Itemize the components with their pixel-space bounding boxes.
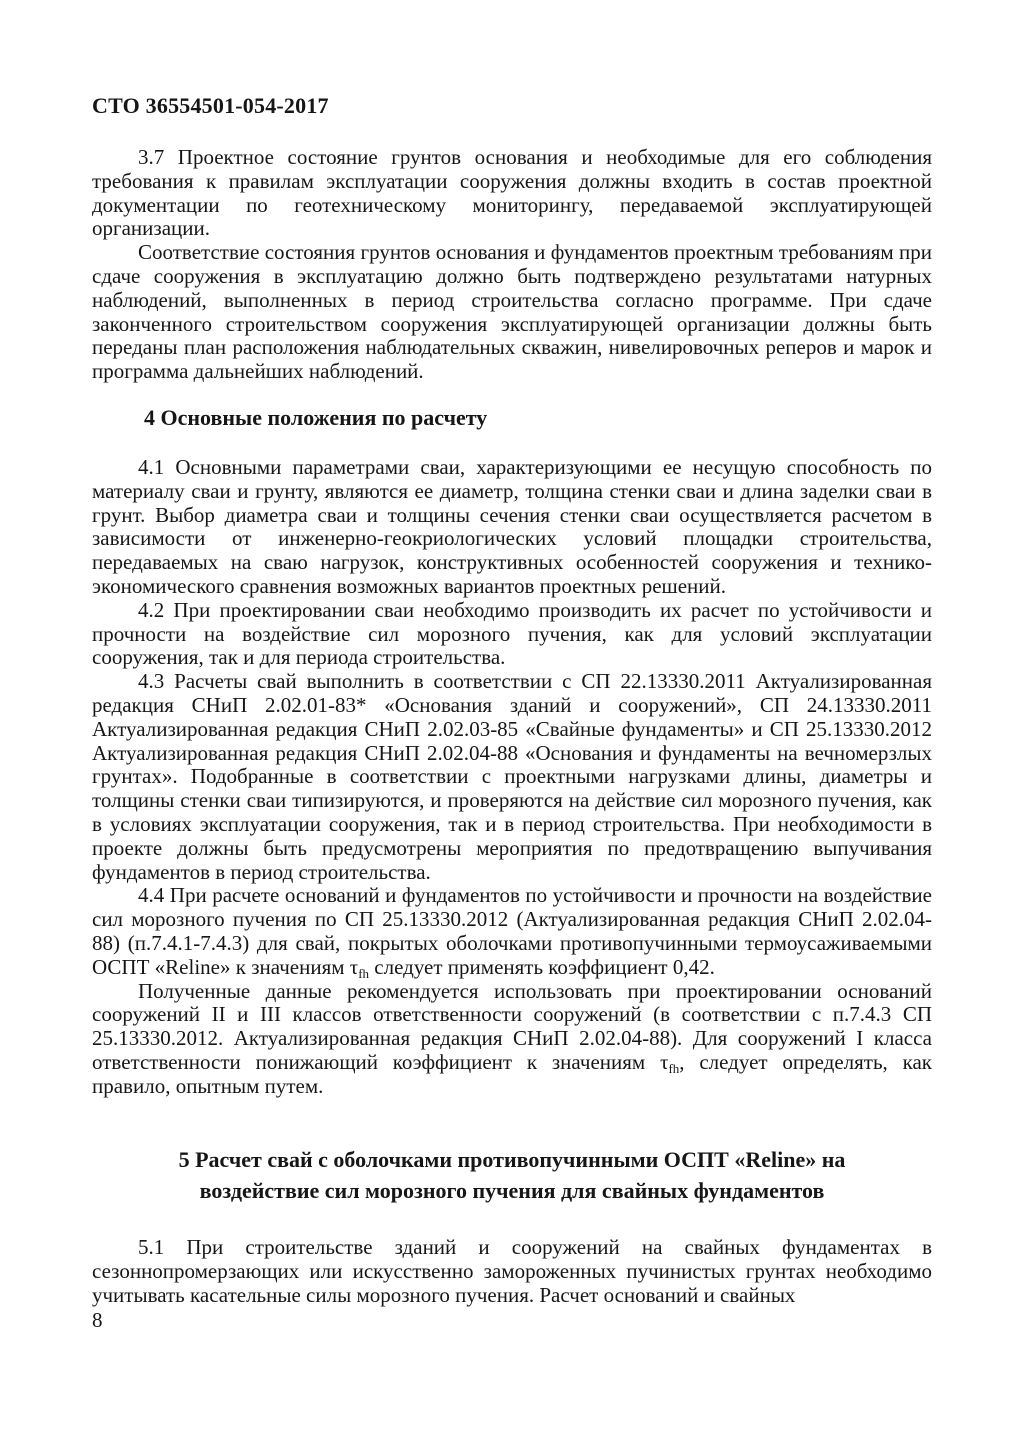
paragraph-4-4: [92, 884, 932, 979]
tau-fh-subscript: fh: [668, 1060, 680, 1076]
paragraph-4-3: 4.3 Расчеты свай выполнить в соответствии с СП 22.13330.2011 Актуализированная редакция СНиП 2.02.01-83* «Основания зданий и сооружений», СП 24.13330.2011 Актуализированная редакция СНиП 2.02.03-85 «Свайные фундаменты» и СП 25.13330.2012 Актуализированная редакция СНиП 2.02.04-88 «Основания и фундаменты на вечномерзлых грунтах». Подобранные в соответствии с проектными нагрузками длины, диаметры и толщины стенки сваи типизируются, и проверяются на действие сил морозного пучения, как в условиях эксплуатации сооружения, так и в период строительства. При необходимости в проекте должны быть предусмотрены мероприятия по предотвращению выпучивания фундаментов в период строительства.: [92, 669, 932, 884]
paragraph-results: [92, 980, 932, 1099]
tau-fh-subscript: fh: [358, 965, 370, 981]
paragraph-4-1: 4.1 Основными параметрами сваи, характеризующими ее несущую способность по материалу сваи и грунту, являются ее диаметр, толщина стенки сваи и длина заделки сваи в грунт. Выбор диаметра сваи и толщины сечения стенки сваи осуществляется расчетом в зависимости от инженерно-геокриологических условий площадки строительства, передаваемых на сваю нагрузок, конструктивных особенностей сооружения и технико-экономического сравнения возможных вариантов проектных решений.: [92, 454, 932, 598]
text-run: Полученные данные рекомендуется использовать при проектировании оснований сооружений II и III классов ответственности сооружений (в соответствии с п.7.4.3 СП 25.13330.2012. Актуализированная редакция СНиП 2.02.04-88). Для сооружений I класса ответственности понижающий коэффициент к значениям τ: [92, 978, 932, 1074]
page-number: 8: [92, 1307, 103, 1332]
paragraph-4-2: 4.2 При проектировании сваи необходимо производить их расчет по устойчивости и прочности на воздействие сил морозного пучения, как для условий эксплуатации сооружения, так и для периода строительства.: [92, 597, 932, 670]
section-5-heading: 5 Расчет свай с оболочками противопучинными ОСПТ «Reline» на воздействие сил морозного пучения для свайных фундаментов: [178, 1147, 846, 1204]
paragraph-3-7: 3.7 Проектное состояние грунтов основания и необходимые для его соблюдения требования к правилам эксплуатации сооружения должны входить в состав проектной документации по геотехническому мониторингу, передаваемой эксплуатирующей организации.: [92, 145, 932, 241]
section-4-heading: 4 Основные положения по расчету: [144, 404, 488, 430]
text-run: , следует определять, как правило, опытным путем.: [92, 1049, 932, 1098]
text-run: следует применять коэффициент 0,42.: [369, 954, 715, 979]
paragraph-5-1: 5.1 При строительстве зданий и сооружений на свайных фундаментах в сезоннопромерзающих или искусственно замороженных пучинистых грунтах необходимо учитывать касательные силы морозного пучения. Расчет оснований и свайных: [92, 1235, 932, 1308]
text-run: 4.4 При расчете оснований и фундаментов по устойчивости и прочности на воздействие сил морозного пучения по СП 25.13330.2012 (Актуализированная редакция СНиП 2.02.04-88) (п.7.4.1-7.4.3) для свай, покрытых оболочками противопучинными термоусаживаемыми ОСПТ «Reline» к значениям τ: [92, 883, 932, 979]
document-code-header: СТО 36554501-054-2017: [92, 93, 329, 118]
paragraph-compliance: Соответствие состояния грунтов основания и фундаментов проектным требованиям при сдаче сооружения в эксплуатацию должно быть подтверждено результатами натурных наблюдений, выполненных в период строительства согласно программе. При сдаче законченного строительством сооружения эксплуатирующей организации должны быть переданы план расположения наблюдательных скважин, нивелировочных реперов и марок и программа дальнейших наблюдений.: [92, 240, 932, 384]
